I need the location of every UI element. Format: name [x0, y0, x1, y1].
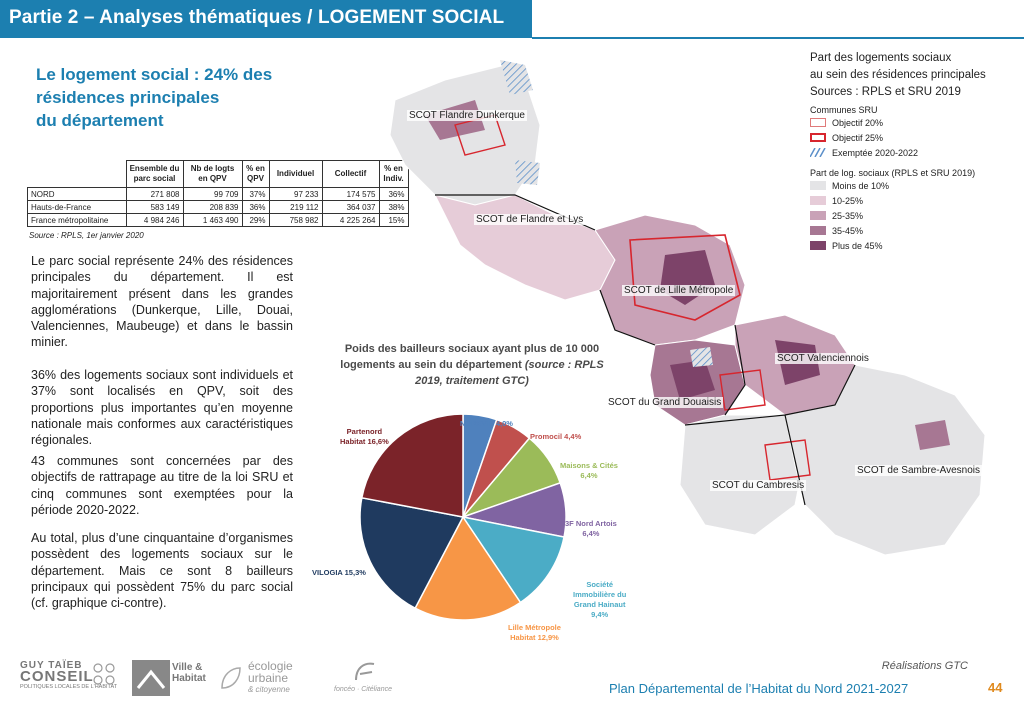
page-number: 44	[988, 680, 1003, 695]
table-source: Source : RPLS, 1er janvier 2020	[29, 231, 144, 240]
pie-slice-label: NOREVIE 4,0%	[460, 419, 513, 428]
pie-title-line-2	[316, 357, 628, 373]
table-cell: 37%	[242, 188, 269, 201]
logo3-line3: & citoyenne	[248, 685, 290, 694]
logo-house-icon	[132, 660, 170, 696]
legend-item-label: Moins de 10%	[832, 180, 890, 191]
subtitle-line-1: Le logement social : 24% des	[36, 65, 273, 84]
column-header: Collectif	[322, 161, 379, 188]
pie-slice-label: Société Immobilière du Grand Hainaut 9,4%	[573, 580, 627, 619]
legend-item	[810, 178, 1020, 193]
legend-sru-title: Communes SRU	[810, 105, 878, 115]
pie-slice-label: Partenord Habitat 16,6%	[340, 427, 389, 446]
logo-leaf-icon	[218, 664, 244, 692]
pie-title-italic: (source : RPLS	[521, 359, 604, 371]
column-header: % en QPV	[242, 161, 269, 188]
map-exempt-commune	[690, 347, 713, 367]
logo2-line1: Ville &	[172, 662, 203, 673]
table-row	[28, 214, 409, 227]
table-cell: 15%	[379, 214, 408, 227]
pie-slice-label: Maisons & Cités 6,4%	[560, 461, 618, 480]
legend-item	[810, 145, 1020, 160]
column-header: Ensemble du parc social	[126, 161, 183, 188]
table-cell: 99 709	[183, 188, 242, 201]
legend-item	[810, 130, 1020, 145]
footer-plan-title: Plan Départemental de l’Habitat du Nord 2021-2027	[609, 681, 909, 696]
table-row	[28, 201, 409, 214]
legend-item-label: Objectif 25%	[832, 132, 884, 143]
logo1-line1: GUY TAÏEB	[20, 660, 83, 671]
pie-title	[316, 341, 628, 389]
logo-fonceo-icon	[350, 660, 378, 684]
paragraph-4: Au total, plus d’une cinquantaine d’organismes possèdent des logements sociaux sur le département. Mais ce sont 8 bailleurs principaux qui possèdent 75% du parc social (cf. graphique ci-contre).	[31, 531, 293, 611]
legend-item	[810, 223, 1020, 238]
pie-slice-label: 3F Nord Artois 6,4%	[565, 519, 617, 538]
table-cell: 271 808	[126, 188, 183, 201]
stats-table	[27, 160, 409, 227]
table-cell: 36%	[379, 188, 408, 201]
logo1-line3: POLITIQUES LOCALES DE L'HABITAT	[20, 684, 118, 690]
row-label: France métropolitaine	[28, 214, 127, 227]
map-label-flandre-dunkerque: SCOT Flandre Dunkerque	[409, 110, 525, 121]
pie-title-line-1: Poids des bailleurs sociaux ayant plus de 10 000	[344, 343, 600, 355]
table-cell: 208 839	[183, 201, 242, 214]
subtitle-line-2: résidences principales	[36, 88, 220, 107]
map-label-cambresis: SCOT du Cambresis	[712, 480, 805, 491]
header-rule	[532, 37, 1024, 39]
table-cell: 97 233	[269, 188, 322, 201]
legend-item	[810, 115, 1020, 130]
table-cell: 36%	[242, 201, 269, 214]
table-cell: 219 112	[269, 201, 322, 214]
section-subtitle	[36, 63, 326, 132]
legend-item-label: 10-25%	[832, 195, 864, 206]
table-cell: 758 982	[269, 214, 322, 227]
table-cell: 38%	[379, 201, 408, 214]
subtitle-line-3: du département	[36, 111, 164, 130]
map-label-grand-douaisis: SCOT du Grand Douaisis	[608, 397, 722, 408]
legend-swatch	[810, 211, 826, 220]
row-label: Hauts-de-France	[28, 201, 127, 214]
map-region-flandre-lys	[435, 195, 615, 300]
map-exempt-commune	[515, 160, 540, 185]
pie-slice-label: VILOGIA 15,3%	[312, 568, 366, 577]
table-corner	[28, 161, 127, 188]
legend-item-label: Plus de 45%	[832, 240, 883, 251]
logo-fonceo-citeliance: foncéo · Citéliance	[334, 686, 392, 693]
map-label-flandre-lys: SCOT de Flandre et Lys	[476, 214, 584, 225]
logo2-line2: Habitat	[172, 673, 206, 684]
paragraph-1: Le parc social représente 24% des résidences principales du département. Il est majoritairement présent dans les grandes agglomérations (Dunkerque, Lille, Douai, Valenciennes, Maubeuge) et dans le bassin minier.	[31, 254, 293, 350]
legend-item	[810, 193, 1020, 208]
column-header: % en Indiv.	[379, 161, 408, 188]
logo-dots-icon	[90, 660, 120, 690]
logo3-line2: urbaine	[248, 671, 289, 685]
legend-item	[810, 208, 1020, 223]
map-label-valenciennois: SCOT Valenciennois	[777, 353, 869, 364]
logo-ville-habitat	[172, 662, 206, 684]
table-cell: 583 149	[126, 201, 183, 214]
map-label-lille-metropole: SCOT de Lille Métropole	[624, 285, 734, 296]
table-cell: 1 463 490	[183, 214, 242, 227]
table-header-row	[28, 161, 409, 188]
table-cell: 4 984 246	[126, 214, 183, 227]
legend-swatch-obj25	[810, 133, 826, 142]
legend-item-label: 25-35%	[832, 210, 864, 221]
pie-title-italic-2: 2019, traitement GTC)	[415, 375, 529, 387]
table-cell: 4 225 264	[322, 214, 379, 227]
legend-item-label: 35-45%	[832, 225, 864, 236]
column-header: Nb de logts en QPV	[183, 161, 242, 188]
paragraph-3: 43 communes sont concernées par des objectifs de rattrapage au titre de la loi SRU et cinq communes sont exemptées pour la période 2020-2022.	[31, 454, 293, 517]
footer-realisations: Réalisations GTC	[881, 660, 968, 672]
pie-title-main: logements au sein du département	[340, 359, 522, 371]
table-row	[28, 188, 409, 201]
map-legend	[810, 50, 1020, 253]
logo1-line2: CONSEIL	[20, 668, 94, 685]
legend-item-label: Exemptée 2020-2022	[832, 147, 919, 158]
map-patch-maubeuge	[915, 420, 950, 450]
column-header: Individuel	[269, 161, 322, 188]
pie-slice-label: Lille Métropole Habitat 12,9%	[508, 623, 561, 642]
map-label-sambre-avesnois: SCOT de Sambre-Avesnois	[857, 465, 981, 476]
table-cell: 364 037	[322, 201, 379, 214]
logo-ecologie-urbaine	[248, 660, 293, 696]
legend-swatch	[810, 226, 826, 235]
legend-item	[810, 238, 1020, 253]
map-region-cambresis	[680, 415, 805, 535]
legend-swatch	[810, 241, 826, 250]
legend-title-3: Sources : RPLS et SRU 2019	[810, 86, 961, 98]
page-title: Partie 2 – Analyses thématiques / LOGEMENT SOCIAL	[9, 7, 505, 28]
logo3-line1: écologie	[248, 659, 293, 673]
header-bar	[0, 0, 532, 38]
legend-item-label: Objectif 20%	[832, 117, 884, 128]
legend-swatch-obj20	[810, 118, 826, 127]
legend-title-1: Part des logements sociaux	[810, 52, 952, 64]
legend-swatch-exempt	[810, 148, 826, 157]
legend-swatch	[810, 196, 826, 205]
paragraph-2: 36% des logements sociaux sont individuels et 37% sont localisés en QPV, soit des proportions plus importantes qu’en moyenne nationale mais conformes aux caractéristiques régionales.	[31, 368, 293, 448]
legend-part-title: Part de log. sociaux (RPLS et SRU 2019)	[810, 168, 976, 178]
row-label: NORD	[28, 188, 127, 201]
legend-title-2: au sein des résidences principales	[810, 69, 986, 81]
table-cell: 174 575	[322, 188, 379, 201]
table-cell: 29%	[242, 214, 269, 227]
pie-title-line-3	[316, 373, 628, 389]
legend-swatch	[810, 181, 826, 190]
pie-slice-label: Promocil 4,4%	[530, 432, 582, 441]
